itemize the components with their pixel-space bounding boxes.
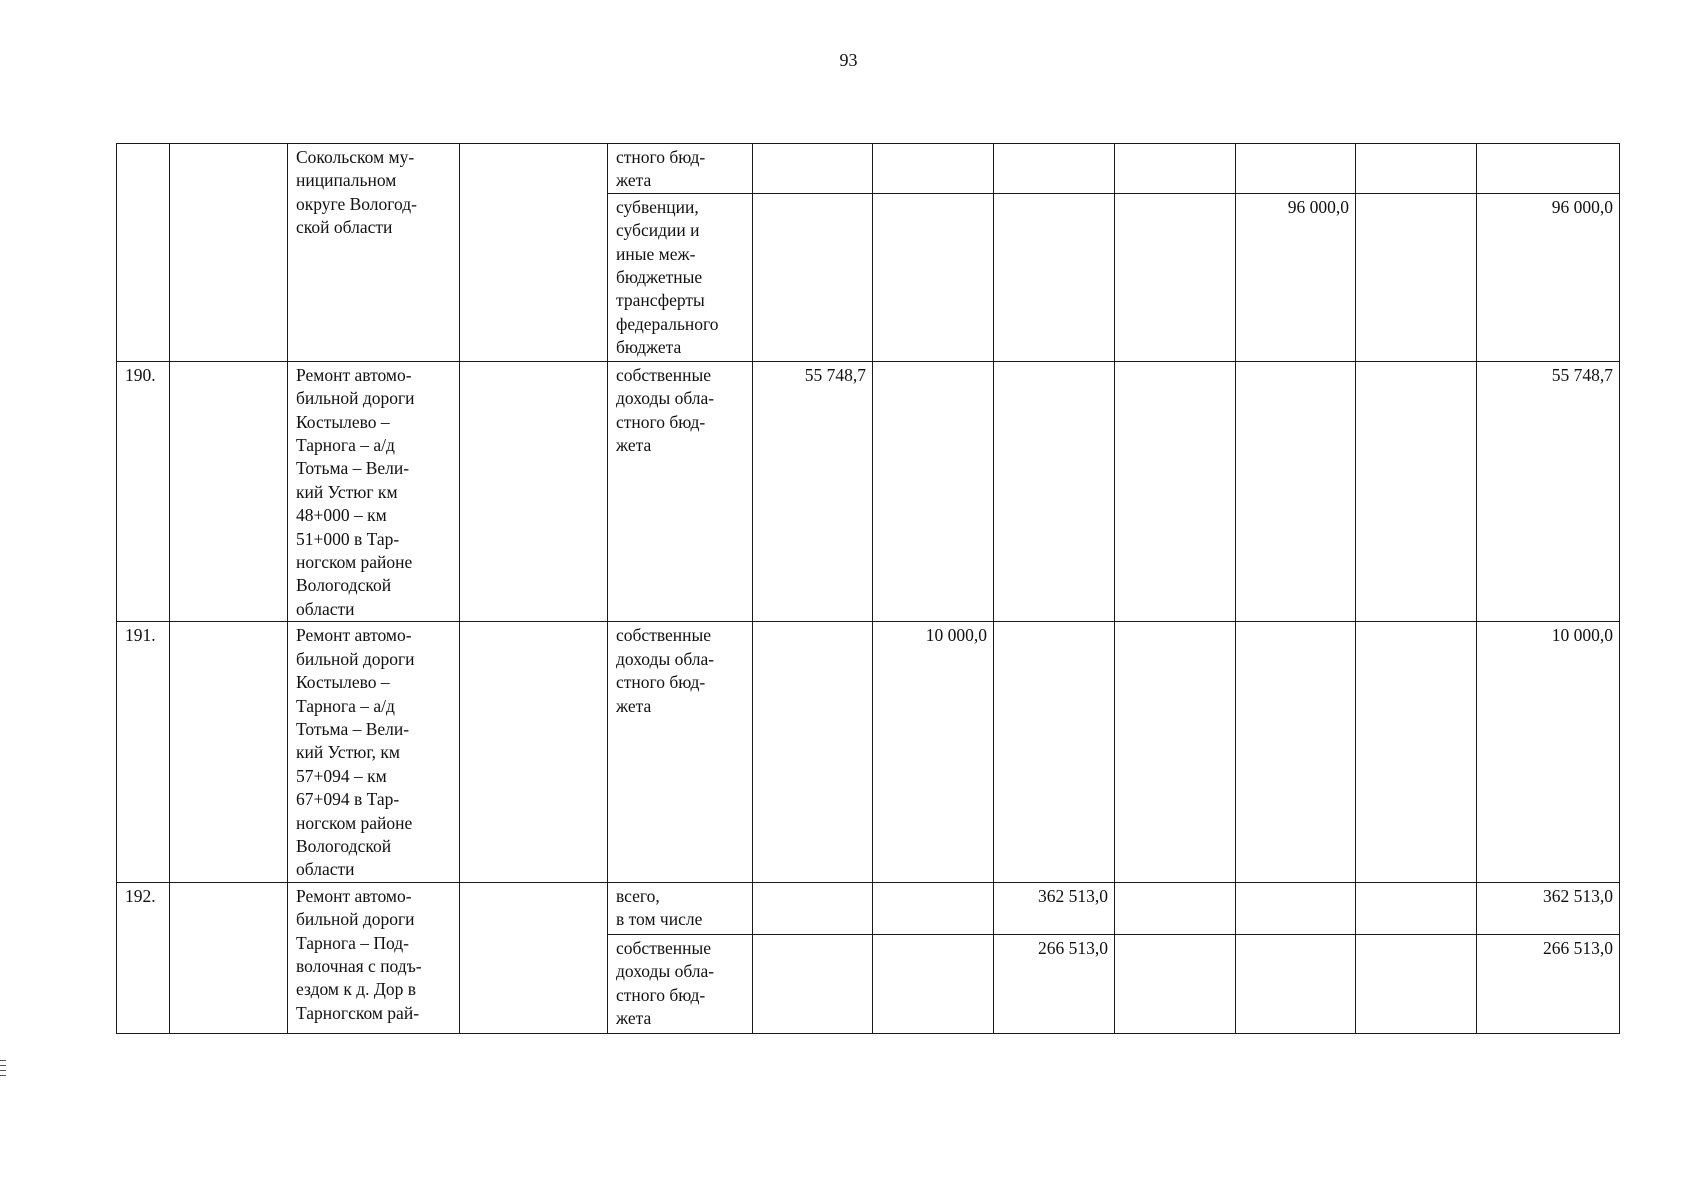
- funding-source-cell: собственные доходы обла- стного бюд- жета: [608, 622, 753, 882]
- amount-cell: 266 513,0: [994, 934, 1115, 1033]
- funding-source-cell: субвенции, субсидии и иные меж- бюджетные трансферты федерального бюджета: [608, 193, 753, 361]
- responsible-cell: [460, 144, 608, 362]
- responsible-cell: [460, 361, 608, 621]
- table-row: [117, 144, 1620, 194]
- amount-cell: 10 000,0: [873, 622, 994, 882]
- funding-source-cell: стного бюд- жета: [608, 144, 753, 194]
- funding-source-cell: собственные доходы обла- стного бюд- жета: [608, 934, 753, 1033]
- total-cell: 362 513,0: [1477, 882, 1620, 934]
- row-number-cell: 190.: [117, 361, 170, 621]
- amount-cell: 55 748,7: [753, 361, 873, 621]
- total-cell: 55 748,7: [1477, 361, 1620, 621]
- row-number-cell: [117, 144, 170, 362]
- object-name-cell: Ремонт автомо- бильной дороги Тарнога – Под- волочная с подъ- ездом к д. Дор в Тарногском рай-: [288, 882, 460, 1033]
- row-number-cell: 191.: [117, 622, 170, 882]
- object-name-cell: Сокольском му- ниципальном округе Вологод- ской области: [288, 144, 460, 362]
- funding-source-cell: всего, в том числе: [608, 882, 753, 934]
- row-number-cell: 192.: [117, 882, 170, 1033]
- amount-cell: 362 513,0: [994, 882, 1115, 934]
- total-cell: 266 513,0: [1477, 934, 1620, 1033]
- object-name-cell: Ремонт автомо- бильной дороги Костылево – Тарнога – а/д Тотьма – Вели- кий Устюг км 48+000 – км 51+000 в Тар- ногском районе Вологодской области: [288, 361, 460, 621]
- table-row: [117, 622, 1620, 882]
- code-cell: [170, 882, 288, 1033]
- page-number: 93: [839, 50, 858, 70]
- budget-table: [116, 143, 1620, 1034]
- total-cell: 10 000,0: [1477, 622, 1620, 882]
- responsible-cell: [460, 622, 608, 882]
- code-cell: [170, 622, 288, 882]
- code-cell: [170, 361, 288, 621]
- funding-source-cell: собственные доходы обла- стного бюд- жета: [608, 361, 753, 621]
- object-name-cell: Ремонт автомо- бильной дороги Костылево – Тарнога – а/д Тотьма – Вели- кий Устюг, км 57+094 – км 67+094 в Тар- ногском районе Вологодской области: [288, 622, 460, 882]
- scan-margin-marks: [0, 1060, 10, 1080]
- total-cell: 96 000,0: [1477, 193, 1620, 361]
- table-row: [117, 361, 1620, 621]
- responsible-cell: [460, 882, 608, 1033]
- amount-cell: 96 000,0: [1236, 193, 1356, 361]
- code-cell: [170, 144, 288, 362]
- table-row: [117, 882, 1620, 934]
